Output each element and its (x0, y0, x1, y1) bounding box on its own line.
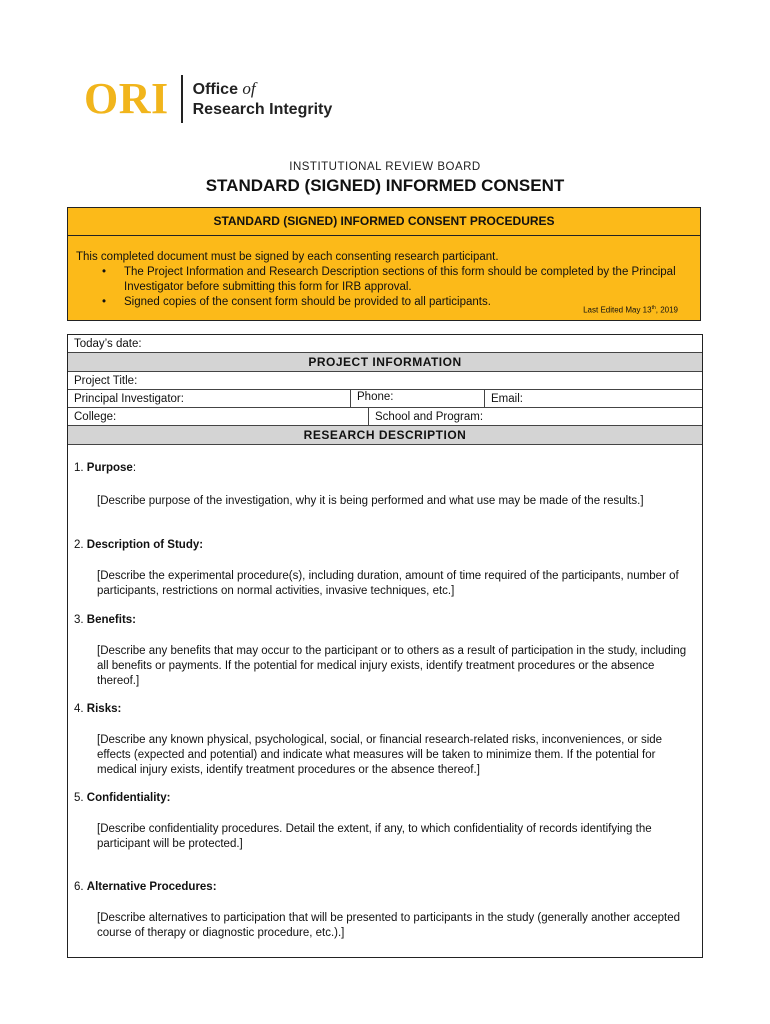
section-purpose-text[interactable]: [Describe purpose of the investigation, why it is being performed and what use may be made of the results.] (97, 495, 644, 507)
logo-divider (181, 75, 183, 123)
last-edited-prefix: Last Edited May 13 (583, 306, 652, 315)
todays-date-row (68, 335, 702, 353)
section-title: Confidentiality: (86, 792, 171, 804)
section-risks-title (74, 703, 121, 715)
phone-field[interactable]: Phone: (350, 390, 484, 407)
section-alternatives-text[interactable]: [Describe alternatives to participation that will be presented to participants in the study (generally another accepted course of therapy or diagnostic procedure, etc.).] (97, 912, 680, 939)
procedures-heading: STANDARD (SIGNED) INFORMED CONSENT PROCEDURES (68, 208, 700, 236)
section-number: 5. (74, 792, 84, 804)
principal-investigator-field[interactable]: Principal Investigator: (74, 393, 184, 405)
section-benefits-title (74, 614, 136, 626)
section-number: 3. (74, 614, 84, 626)
bullet-icon: • (102, 266, 107, 278)
last-edited-suffix: , 2019 (655, 306, 678, 315)
section-alternatives-title (74, 881, 217, 893)
section-confidentiality-title (74, 792, 171, 804)
college-field[interactable]: College: (74, 411, 117, 423)
procedures-intro: This completed document must be signed by each consenting research participant. (76, 251, 499, 263)
section-title: Benefits: (86, 614, 136, 626)
section-purpose-title (74, 462, 136, 474)
ori-logo (84, 74, 332, 124)
logo-mark: ORI (84, 74, 169, 123)
consent-form (67, 334, 703, 958)
section-benefits-text[interactable]: [Describe any benefits that may occur to the participant or to others as a result of participation in the study, including all benefits or payments. If the potential for medical injury exists, identify treatment procedures or the absence thereof.] (97, 645, 687, 687)
school-program-field[interactable]: School and Program: (368, 408, 701, 425)
project-title-field[interactable]: Project Title: (74, 375, 138, 387)
bullet-icon: • (102, 296, 107, 308)
section-title: Description of Study: (86, 539, 204, 551)
logo-text (193, 79, 333, 120)
research-description-heading: RESEARCH DESCRIPTION (68, 426, 702, 445)
investigator-row (68, 390, 702, 408)
procedures-body (68, 236, 700, 318)
bullet-text: Signed copies of the consent form should be provided to all participants. (124, 296, 491, 308)
section-title: Purpose (86, 462, 133, 474)
list-item (102, 265, 690, 295)
page-title: STANDARD (SIGNED) INFORMED CONSENT (205, 176, 565, 195)
last-edited (583, 301, 678, 318)
project-info-heading: PROJECT INFORMATION (68, 353, 702, 372)
bullet-text: The Project Information and Research Description sections of this form should be completed by the Principal Investigator before submitting this form for IRB approval. (124, 266, 676, 293)
logo-line1-prefix: Office (192, 80, 243, 98)
email-field[interactable]: Email: (484, 390, 701, 407)
pre-title: INSTITUTIONAL REVIEW BOARD (289, 161, 481, 173)
section-study-title (74, 539, 203, 551)
section-suffix: : (132, 462, 137, 474)
college-row (68, 408, 702, 426)
procedures-box (67, 207, 701, 321)
logo-line2: Research Integrity (192, 100, 333, 118)
section-confidentiality-text[interactable]: [Describe confidentiality procedures. Detail the extent, if any, to which confidentiality of records identifying the participant will be protected.] (97, 823, 652, 850)
logo-line1-italic: of (242, 78, 256, 98)
section-study-text[interactable]: [Describe the experimental procedure(s), including duration, amount of time required of the participants, number of participants, restrictions on normal activities, invasive techniques, etc.] (97, 570, 679, 597)
todays-date-field[interactable]: Today’s date: (74, 338, 142, 350)
section-number: 2. (74, 539, 84, 551)
research-description-body (68, 445, 702, 955)
project-title-row (68, 372, 702, 390)
section-title: Risks: (86, 703, 122, 715)
section-number: 6. (74, 881, 84, 893)
section-risks-text[interactable]: [Describe any known physical, psychological, social, or financial research-related risks, inconveniences, or side effects (expected and potential) and indicate what measures will be taken to minimize them. If the potential for medical injury exists, identify treatment procedures or the absence thereof.] (97, 734, 663, 776)
section-number: 1. (74, 462, 84, 474)
last-edited-sup: th (651, 305, 656, 312)
section-number: 4. (74, 703, 84, 715)
section-title: Alternative Procedures: (86, 881, 217, 893)
